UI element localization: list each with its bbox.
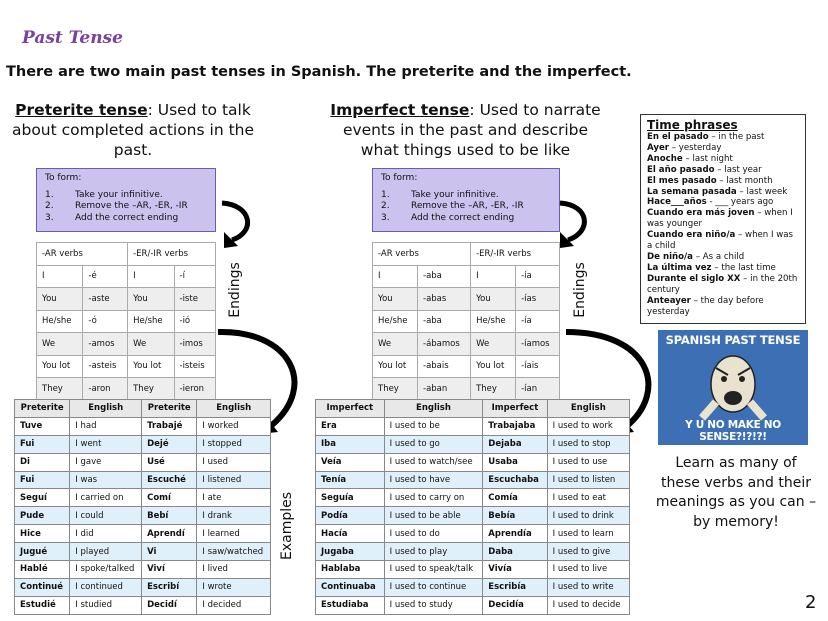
column-header: Imperfect [483,400,547,418]
table-cell: You [37,288,83,311]
table-cell: Veía [316,453,385,471]
time-phrase-spanish: Durante el siglo XX [647,273,741,284]
table-cell: I used [197,453,271,471]
frustrated-face-icon [698,348,768,426]
table-cell: I listened [197,471,271,489]
table-cell: We [128,333,174,356]
time-phrase-item [647,208,799,230]
table-cell: Trabajaba [483,417,547,435]
table-cell: I used to stop [547,435,629,453]
form-step: 1. Take your infinitive. [381,190,499,201]
time-phrase-item [647,187,799,198]
time-phrases-list [647,132,799,317]
table-cell: -amos [83,333,128,356]
arrow-icon [560,203,584,248]
table-cell: Usé [142,453,197,471]
table-cell: I used to have [384,471,483,489]
table-cell: -é [83,265,128,288]
table-cell: Escuché [142,471,197,489]
column-header: -AR verbs [37,243,128,266]
preterite-heading-term: Preterite tense [15,101,148,119]
table-row [15,453,271,471]
table-cell: -aban [418,378,471,401]
table-cell: I used to speak/talk [384,561,483,579]
table-cell: You lot [37,355,83,378]
table-cell: They [128,378,174,401]
table-cell: -imos [174,333,216,356]
table-cell: I had [70,417,142,435]
imperfect-heading-term: Imperfect tense [330,101,470,119]
table-cell: I used to live [547,561,629,579]
table-cell: -aron [83,378,128,401]
table-row [15,561,271,579]
time-phrase-spanish: En el pasado [647,132,709,142]
examples-label: Examples [279,491,295,561]
table-cell: Fui [15,435,70,453]
table-cell: Hice [15,525,70,543]
endings-label-right: Endings [572,262,588,318]
table-cell: He/she [471,310,516,333]
table-cell: Bebía [483,507,547,525]
table-cell: Continuaba [316,578,385,596]
table-row [316,578,630,596]
table-cell: -iste [174,288,216,311]
table-cell: Bebí [142,507,197,525]
time-phrase-spanish: De niño/a [647,251,693,262]
table-cell: Trabajé [142,417,197,435]
table-cell: I used to eat [547,489,629,507]
table-cell: I worked [197,417,271,435]
endings-label-left: Endings [227,262,243,318]
table-cell: -ía [516,265,560,288]
table-cell: We [471,333,516,356]
intro-text: There are two main past tenses in Spanish. The preterite and the imperfect. [6,64,632,80]
table-cell: I [471,265,516,288]
table-row [316,489,630,507]
table-cell: Podía [316,507,385,525]
table-cell: Usaba [483,453,547,471]
column-header: Preterite [15,400,70,418]
table-cell: Era [316,417,385,435]
table-row [15,417,271,435]
table-cell: I used to listen [547,471,629,489]
column-header: Imperfect [316,400,385,418]
table-cell: You lot [471,355,516,378]
table-row [15,507,271,525]
table-cell: Fui [15,471,70,489]
form-step: 3. Add the correct ending [45,212,179,223]
table-cell: I was [70,471,142,489]
form-title: To form: [45,173,82,183]
table-cell: -asteis [83,355,128,378]
table-cell: Tenía [316,471,385,489]
arrow-icon [222,203,248,248]
learn-text: Learn as many of these verbs and their meanings as you can – by memory! [655,455,817,530]
table-cell: -aste [83,288,128,311]
table-cell: Jugaba [316,543,385,561]
table-cell: I used to go [384,435,483,453]
time-phrase-spanish: Cuando era más joven [647,208,755,219]
imperfect-examples-table [315,399,630,615]
time-phrase-item [647,165,799,176]
table-cell: I decided [197,596,271,614]
time-phrase-item [647,263,799,274]
table-cell: We [37,333,83,356]
table-cell: I could [70,507,142,525]
form-title: To form: [381,173,418,183]
table-cell: -íamos [516,333,560,356]
table-cell: You [373,288,418,311]
time-phrases-box [640,114,806,324]
table-cell: I used to study [384,596,483,614]
column-header: English [70,400,142,418]
table-cell: I wrote [197,578,271,596]
table-row [316,596,630,614]
time-phrase-english: – last month [716,175,773,186]
time-phrase-english: – As a child [692,251,745,262]
table-cell: -abas [418,288,471,311]
table-cell: I used to do [384,525,483,543]
table-row [316,525,630,543]
table-row [15,435,271,453]
table-row [15,578,271,596]
time-phrase-spanish: Ayer [647,142,670,153]
table-cell: -ábamos [418,333,471,356]
table-cell: He/she [37,310,83,333]
time-phrase-spanish: Anoche [647,153,683,164]
time-phrase-item [647,143,799,154]
time-phrase-spanish: Anteayer [647,295,691,306]
table-row [316,435,630,453]
table-row [316,543,630,561]
table-cell: I went [70,435,142,453]
table-cell: I stopped [197,435,271,453]
time-phrase-item [647,176,799,187]
table-cell: -aba [418,310,471,333]
table-cell: I studied [70,596,142,614]
table-header-row [316,400,630,418]
column-header: -AR verbs [373,243,471,266]
table-cell: I did [70,525,142,543]
table-cell: Hablaba [316,561,385,579]
table-cell: Seguía [316,489,385,507]
imperfect-heading-rest: : Used to narrate events in the past and describe what things used to be like [342,101,601,159]
table-cell: I saw/watched [197,543,271,561]
table-cell: I carried on [70,489,142,507]
table-cell: Comí [142,489,197,507]
time-phrase-item [647,154,799,165]
table-cell: -isteis [174,355,216,378]
column-header: Preterite [142,400,197,418]
table-cell: I [373,265,418,288]
table-cell: Pude [15,507,70,525]
table-cell: I [128,265,174,288]
page-number: 2 [805,592,817,613]
table-cell: -íais [516,355,560,378]
table-cell: -ía [516,310,560,333]
form-step: 1. Take your infinitive. [45,190,163,201]
table-cell: Comía [483,489,547,507]
table-cell: I used to write [547,578,629,596]
table-cell: You [128,288,174,311]
time-phrase-item [647,230,799,252]
table-cell: Viví [142,561,197,579]
table-cell: I used to be [384,417,483,435]
table-cell: -ieron [174,378,216,401]
time-phrase-item [647,197,799,208]
table-cell: I used to use [547,453,629,471]
time-phrase-item [647,274,799,296]
column-header: English [197,400,271,418]
time-phrase-spanish: La última vez [647,262,712,273]
table-cell: I continued [70,578,142,596]
table-cell: You lot [373,355,418,378]
table-row [316,471,630,489]
table-cell: I used to give [547,543,629,561]
table-cell: Escribía [483,578,547,596]
table-cell: Hablé [15,561,70,579]
table-cell: I gave [70,453,142,471]
time-phrase-english: – in the past [708,132,765,142]
table-cell: I used to drink [547,507,629,525]
table-cell: I used to carry on [384,489,483,507]
table-cell: -ó [83,310,128,333]
table-cell: He/she [373,310,418,333]
table-cell: I used to learn [547,525,629,543]
column-header: -ER/-IR verbs [471,243,560,266]
table-cell: I used to work [547,417,629,435]
table-row [316,561,630,579]
table-cell: Dejé [142,435,197,453]
table-row [15,543,271,561]
time-phrase-item [647,132,799,143]
time-phrase-english: – yesterday [669,142,722,153]
time-phrase-spanish: Hace___años [647,197,707,208]
table-cell: -í [174,265,216,288]
table-cell: I spoke/talked [70,561,142,579]
time-phrase-english: – in the 20th century [647,273,798,295]
time-phrase-english: - ___ years ago [706,197,774,208]
table-cell: I [37,265,83,288]
table-cell: I drank [197,507,271,525]
table-row [15,525,271,543]
table-cell: -ías [516,288,560,311]
time-phrases-title: Time phrases [647,118,738,132]
time-phrase-english: – when I was younger [647,208,793,230]
form-step: 3. Add the correct ending [381,212,515,223]
table-cell: I used to watch/see [384,453,483,471]
table-cell: Continué [15,578,70,596]
table-cell: Decidí [142,596,197,614]
table-cell: I used to play [384,543,483,561]
table-cell: They [471,378,516,401]
table-cell: Dejaba [483,435,547,453]
table-cell: I used to be able [384,507,483,525]
table-cell: I played [70,543,142,561]
time-phrase-english: – when I was a child [647,230,794,252]
meme-image [658,330,808,445]
time-phrase-english: – the day before yesterday [647,295,764,317]
table-cell: Tuve [15,417,70,435]
time-phrase-spanish: La semana pasada [647,186,737,197]
form-step: 2. Remove the –AR, -ER, -IR [381,201,524,212]
table-cell: Daba [483,543,547,561]
table-cell: Escribí [142,578,197,596]
preterite-heading-rest: : Used to talk about completed actions in the past. [11,101,255,159]
table-cell: -ían [516,378,560,401]
table-cell: I learned [197,525,271,543]
table-cell: Hacía [316,525,385,543]
table-cell: Vi [142,543,197,561]
page-title: Past Tense [22,28,123,48]
table-row [15,489,271,507]
meme-bottom-text: Y U NO MAKE NO SENSE?!?!?! [685,419,781,443]
table-row [316,507,630,525]
time-phrase-english: – last night [682,153,733,164]
table-cell: They [373,378,418,401]
table-cell: We [373,333,418,356]
table-cell: Decidía [483,596,547,614]
time-phrase-spanish: El mes pasado [647,175,717,186]
column-header: English [547,400,629,418]
time-phrase-english: – last week [736,186,788,197]
column-header: -ER/-IR verbs [128,243,216,266]
time-phrase-spanish: El año pasado [647,164,715,175]
table-cell: Estudié [15,596,70,614]
table-row [316,453,630,471]
table-cell: -aba [418,265,471,288]
form-step: 2. Remove the –AR, -ER, -IR [45,201,188,212]
table-cell: I lived [197,561,271,579]
table-cell: Escuchaba [483,471,547,489]
table-cell: Aprendí [142,525,197,543]
table-cell: Aprendía [483,525,547,543]
table-cell: Seguí [15,489,70,507]
table-row [15,471,271,489]
table-cell: You lot [128,355,174,378]
table-row [15,596,271,614]
table-cell: I used to decide [547,596,629,614]
table-cell: You [471,288,516,311]
table-cell: Iba [316,435,385,453]
table-cell: Estudiaba [316,596,385,614]
time-phrase-english: – last year [714,164,762,175]
table-cell: Jugué [15,543,70,561]
table-cell: -abais [418,355,471,378]
table-header-row [15,400,271,418]
table-cell: He/she [128,310,174,333]
table-cell: They [37,378,83,401]
meme-top-text: SPANISH PAST TENSE [665,333,801,347]
table-cell: -ió [174,310,216,333]
time-phrase-english: – the last time [711,262,776,273]
table-cell: Vivía [483,561,547,579]
table-cell: Di [15,453,70,471]
table-cell: I used to continue [384,578,483,596]
table-cell: I ate [197,489,271,507]
time-phrase-item [647,252,799,263]
preterite-examples-table [14,399,271,615]
time-phrase-item [647,296,799,318]
column-header: English [384,400,483,418]
time-phrase-spanish: Cuando era niño/a [647,230,736,241]
table-row [316,417,630,435]
